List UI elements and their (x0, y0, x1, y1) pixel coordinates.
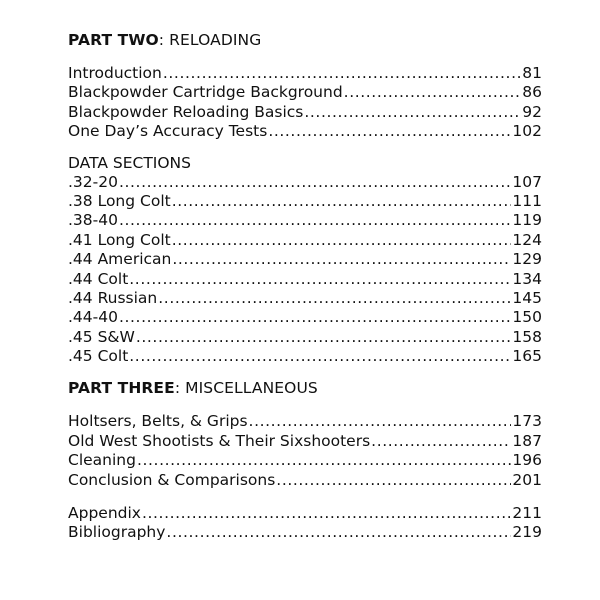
toc-entry-38-long-colt (68, 192, 542, 211)
dot-leader (249, 412, 512, 431)
toc-entry-holsters-belts-grips (68, 412, 542, 431)
toc-entry-title: .44 Russian (68, 288, 158, 307)
toc-entry-title: Blackpowder Reloading Basics (68, 102, 304, 121)
part-two-heading (68, 30, 542, 50)
dot-leader (119, 211, 511, 230)
dot-leader (163, 64, 521, 83)
dot-leader (304, 103, 521, 122)
part-two-label: PART TWO (68, 31, 159, 49)
toc-entry-44-40 (68, 308, 542, 327)
dot-leader (268, 122, 511, 141)
toc-entry-page: 173 (512, 412, 542, 431)
toc-entry-title: One Day’s Accuracy Tests (68, 122, 268, 141)
toc-entry-blackpowder-reloading-basics (68, 103, 542, 122)
toc-entry-44-russian (68, 289, 542, 308)
toc-entry-conclusion-comparisons (68, 471, 542, 490)
table-of-contents (68, 30, 542, 543)
toc-entry-page: 129 (512, 250, 542, 269)
toc-entry-title: Blackpowder Cartridge Background (68, 83, 343, 102)
toc-entry-page: 81 (522, 64, 542, 82)
toc-entry-page: 201 (512, 470, 542, 489)
toc-entry-title: .44 American (68, 250, 172, 269)
dot-leader (136, 328, 512, 347)
dot-leader (344, 83, 522, 102)
toc-entry-title: .38 Long Colt (68, 191, 171, 210)
toc-entry-page: 124 (512, 230, 542, 249)
dot-leader (166, 523, 511, 542)
toc-entry-cleaning (68, 451, 542, 470)
toc-entry-page: 165 (512, 347, 542, 366)
toc-entry-title: .44-40 (68, 308, 118, 327)
toc-entry-title: Bibliography (68, 523, 166, 542)
toc-entry-title: Cleaning (68, 451, 136, 470)
toc-entry-page: 150 (512, 308, 542, 327)
toc-entry-page: 111 (512, 191, 542, 210)
toc-entry-title: .45 Colt (68, 347, 129, 366)
toc-entry-page: 107 (512, 172, 542, 191)
toc-entry-old-west-shootists (68, 432, 542, 451)
dot-leader (172, 231, 512, 250)
dot-leader (142, 504, 511, 523)
toc-entry-page: 196 (512, 451, 542, 470)
toc-entry-title: Holtsers, Belts, & Grips (68, 412, 248, 431)
part-three-label: PART THREE (68, 379, 175, 398)
toc-entry-page: 211 (512, 504, 542, 523)
toc-entry-title: .41 Long Colt (68, 230, 171, 249)
toc-entry-title: .32-20 (68, 172, 118, 191)
toc-entry-title: Conclusion & Comparisons (68, 470, 276, 489)
toc-entry-page: 134 (512, 269, 542, 288)
toc-entry-title: .44 Colt (68, 269, 129, 288)
toc-entry-title: Introduction (68, 64, 162, 82)
dot-leader (119, 308, 511, 327)
dot-leader (119, 173, 511, 192)
dot-leader (129, 270, 511, 289)
toc-entry-page: 158 (512, 327, 542, 346)
part-three-heading (68, 378, 542, 398)
toc-entry-title: .45 S&W (68, 327, 135, 346)
dot-leader (158, 289, 511, 308)
toc-entry-38-40 (68, 211, 542, 230)
toc-entry-44-colt (68, 270, 542, 289)
toc-entry-page: 102 (512, 122, 542, 141)
toc-entry-44-american (68, 250, 542, 269)
toc-entry-page: 119 (512, 211, 542, 230)
toc-entry-45-sw (68, 328, 542, 347)
dot-leader (137, 451, 511, 470)
toc-entry-bibliography (68, 523, 542, 542)
toc-entry-41-long-colt (68, 231, 542, 250)
toc-entry-appendix (68, 504, 542, 523)
toc-entry-page: 145 (512, 288, 542, 307)
dot-leader (172, 192, 512, 211)
toc-entry-title: Old West Shootists & Their Sixshooters (68, 431, 371, 450)
toc-entry-title: .38-40 (68, 211, 118, 230)
part-three-title: : MISCELLANEOUS (174, 379, 318, 398)
toc-entry-page: 92 (522, 102, 542, 121)
part-two-title: : RELOADING (158, 31, 262, 49)
dot-leader (172, 250, 511, 269)
dot-leader (276, 471, 511, 490)
data-sections-heading: DATA SECTIONS (68, 153, 191, 172)
toc-entry-page: 187 (512, 431, 542, 450)
toc-entry-accuracy-tests (68, 122, 542, 141)
toc-entry-45-colt (68, 347, 542, 366)
toc-entry-32-20 (68, 173, 542, 192)
dot-leader (129, 347, 511, 366)
toc-entry-blackpowder-cartridge-background (68, 83, 542, 102)
toc-entry-title: Appendix (68, 504, 141, 523)
toc-entry-page: 219 (512, 523, 542, 542)
toc-entry-introduction (68, 64, 542, 83)
dot-leader (371, 432, 511, 451)
toc-entry-page: 86 (522, 83, 542, 102)
